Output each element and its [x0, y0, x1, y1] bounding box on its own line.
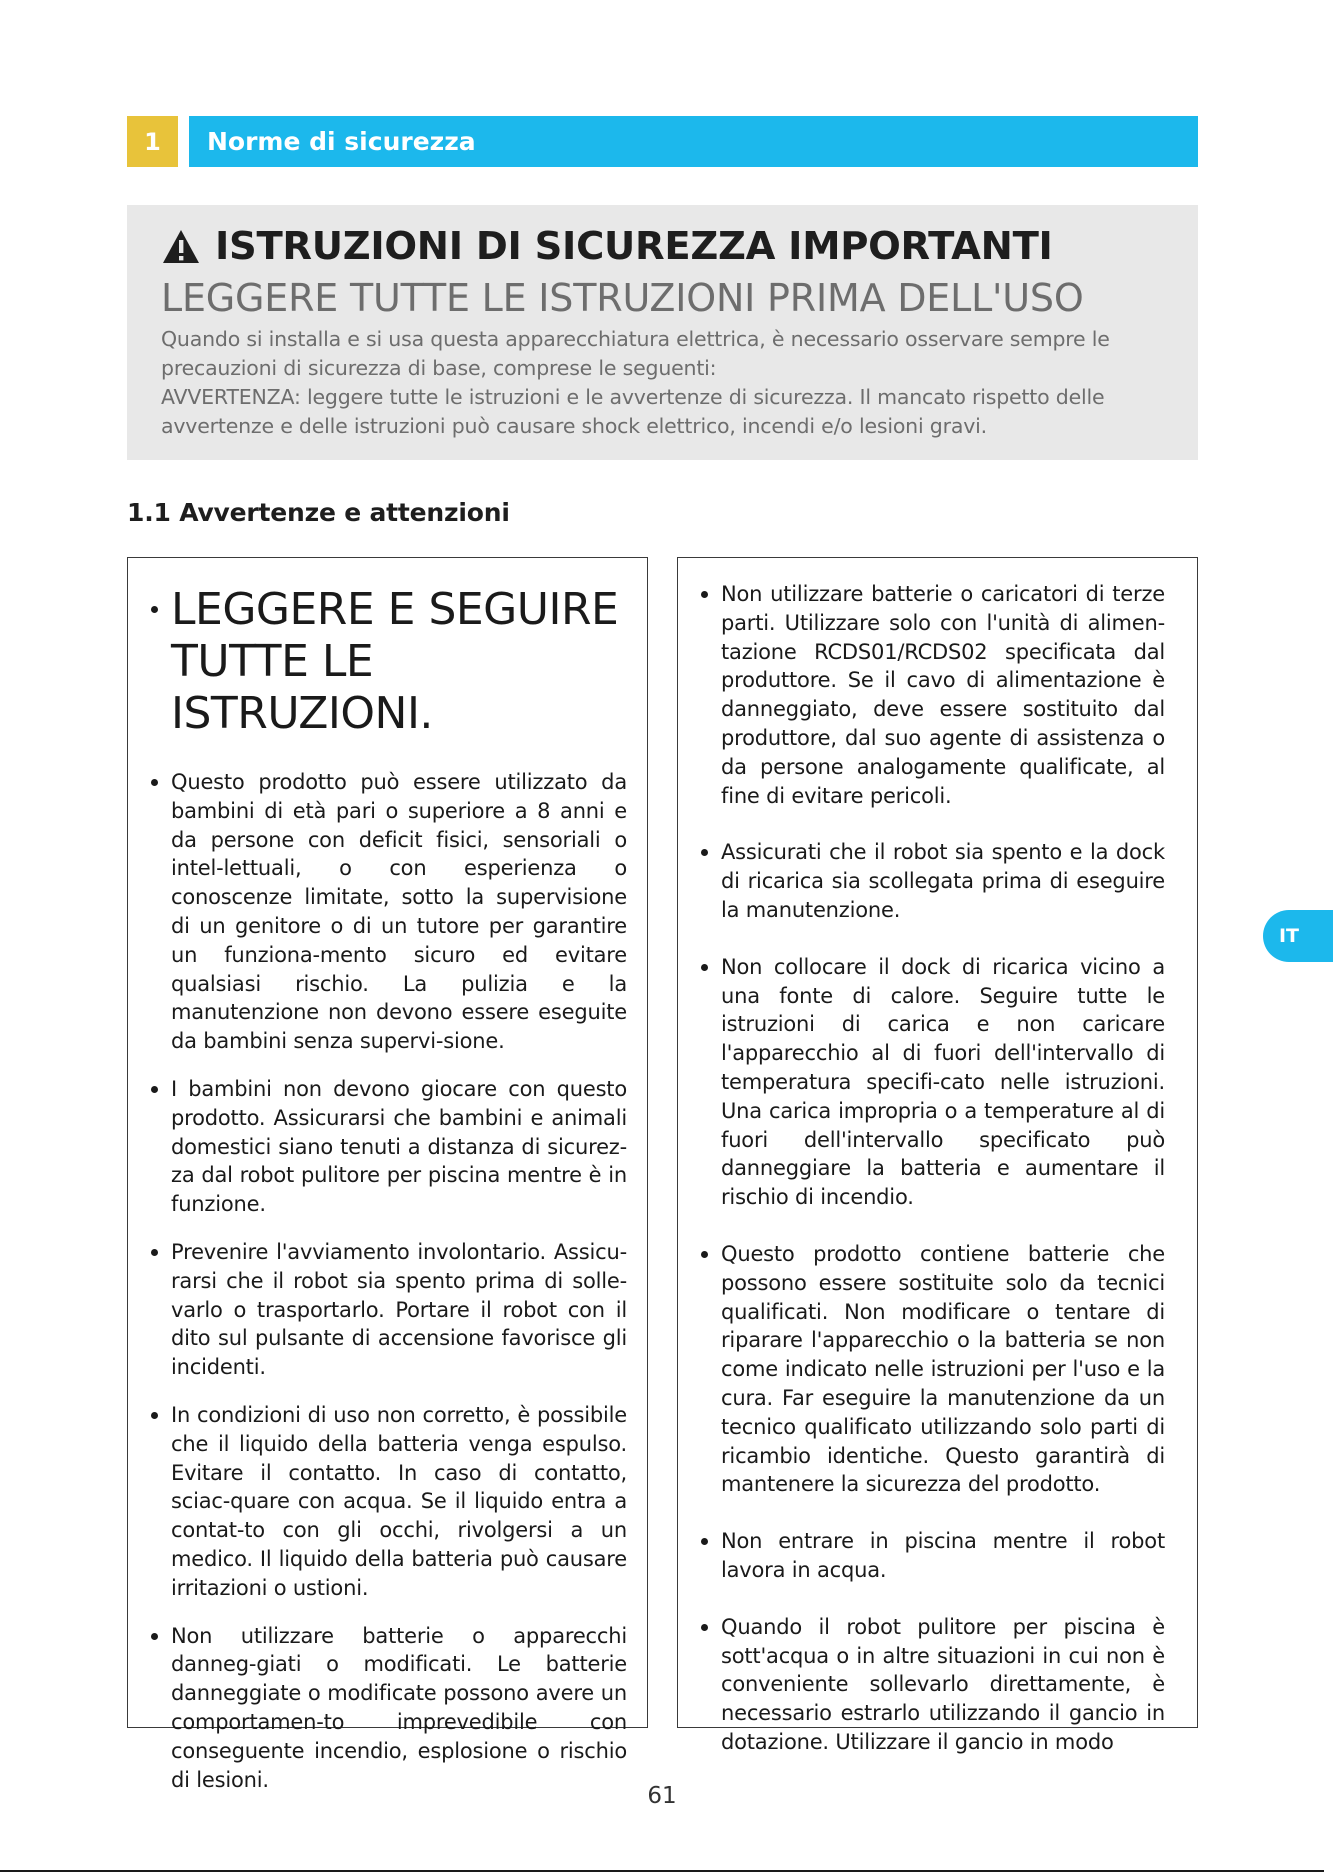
headline-item: LEGGERE E SEGUIRE TUTTE LE ISTRUZIONI.	[148, 584, 627, 740]
notice-title-row	[161, 221, 1164, 273]
notice-warning-text: AVVERTENZA: leggere tutte le istruzioni e le avvertenze di sicurezza. Il mancato rispetto delle avvertenze e delle istruzioni può causare shock elettrico, incendi e/o lesioni gravi.	[161, 385, 1105, 438]
list-item: In condizioni di uso non corretto, è possibile che il liquido della batteria venga espulso. Evitare il contatto. In caso di contatto, sciac-quare con acqua. Se il liquido entra a contat-to con gli occhi, rivolgersi a un medico. Il liquido della batteria può causare irritazioni o ustioni.	[148, 1401, 627, 1603]
warnings-column-right	[677, 557, 1198, 1754]
warning-triangle-icon	[161, 227, 201, 267]
section-title: Norme di sicurezza	[189, 116, 1198, 167]
list-item: Questo prodotto può essere utilizzato da bambini di età pari o superiore a 8 anni e da persone con deficit fisici, sensoriali o intel-lettuali, o con esperienza o conoscenze limitate, sotto la supervisione di un genitore o di un tutore per garantire un funziona-mento sicuro ed evitare qualsiasi rischio. La pulizia e la manutenzione non devono essere eseguite da bambini senza supervi-sione.	[148, 768, 627, 1056]
list-item: Non utilizzare batterie o caricatori di terze parti. Utilizzare solo con l'unità di alimen-tazione RCDS01/RCDS02 specificata dal produttore. Se il cavo di alimentazione è danneggiato, deve essere sostituito dal produttore, dal suo agente di assistenza o da persone analogamente qualificate, al fine di evitare pericoli.	[698, 580, 1165, 810]
safety-notice-box	[127, 205, 1198, 460]
language-tab-label: IT	[1278, 925, 1300, 947]
notice-intro-text: Quando si installa e si usa questa apparecchiatura elettrica, è necessario osservare sempre le precauzioni di sicurezza di base, comprese le seguenti:	[161, 327, 1110, 380]
list-item: Non collocare il dock di ricarica vicino a una fonte di calore. Seguire tutte le istruzioni di carica e non caricare l'apparecchio al di fuori dell'intervallo di temperatura specifi-cato nelle istruzioni. Una carica impropria o a temperature al di fuori dell'intervallo specificato può danneggiare la batteria e aumentare il rischio di incendio.	[698, 953, 1165, 1212]
notice-title: ISTRUZIONI DI SICUREZZA IMPORTANTI	[215, 224, 1053, 269]
list-item: Non utilizzare batterie o apparecchi danneg-giati o modificati. Le batterie danneggiate o modificate possono avere un comportamen-to imprevedibile con conseguente incendio, esplosione o rischio di lesioni.	[148, 1622, 627, 1795]
section-number: 1	[127, 116, 178, 167]
language-tab	[1263, 910, 1333, 962]
list-item: Assicurati che il robot sia spento e la dock di ricarica sia scollegata prima di eseguire la manutenzione.	[698, 838, 1165, 924]
list-item: Prevenire l'avviamento involontario. Assicu-rarsi che il robot sia spento prima di solle-varlo o trasportarlo. Portare il robot con il dito sul pulsante di accensione favorisce gli incidenti.	[148, 1238, 627, 1382]
warnings-column-left	[127, 557, 648, 1792]
section-header	[127, 116, 1198, 167]
subsection-title: 1.1 Avvertenze e attenzioni	[127, 498, 510, 527]
page-number: 61	[647, 1783, 677, 1809]
list-item: Quando il robot pulitore per piscina è sott'acqua o in altre situazioni in cui non è conveniente sollevarlo direttamente, è necessario estrarlo utilizzando il gancio in dotazione. Utilizzare il gancio in modo	[698, 1613, 1165, 1757]
list-item: Non entrare in piscina mentre il robot lavora in acqua.	[698, 1527, 1165, 1585]
list-item: I bambini non devono giocare con questo prodotto. Assicurarsi che bambini e animali domestici siano tenuti a distanza di sicurez-za dal robot pulitore per piscina mentre è in funzione.	[148, 1075, 627, 1219]
list-item: Questo prodotto contiene batterie che possono essere sostituite solo da tecnici qualificati. Non modificare o tentare di riparare l'apparecchio o la batteria se non come indicato nelle istruzioni per l'uso e la cura. Far eseguire la manutenzione da un tecnico qualificato utilizzando solo parti di ricambio identiche. Questo garantirà di mantenere la sicurezza del prodotto.	[698, 1240, 1165, 1499]
notice-subtitle: LEGGERE TUTTE LE ISTRUZIONI PRIMA DELL'USO	[161, 276, 1084, 320]
